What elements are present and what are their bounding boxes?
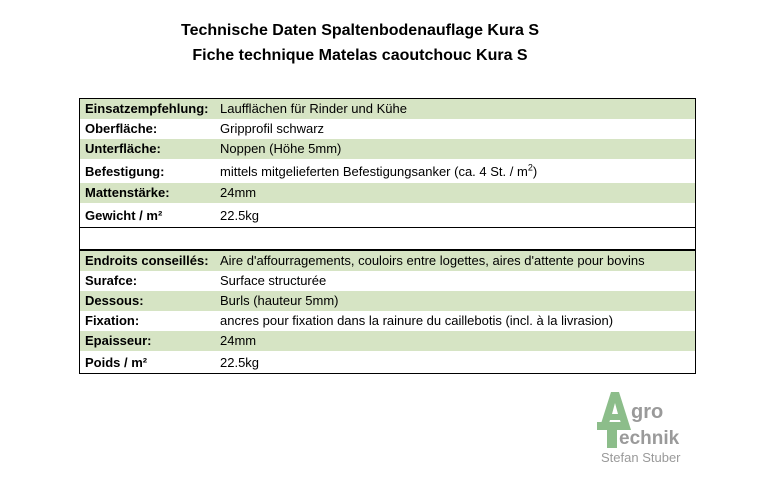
spec-key: Poids / m² <box>85 355 148 370</box>
section-divider <box>80 227 695 228</box>
spec-value: Surface structurée <box>220 273 327 288</box>
svg-text:gro: gro <box>631 401 664 423</box>
title-french: Fiche technique Matelas caoutchouc Kura S <box>192 47 528 64</box>
document-titles <box>0 18 720 68</box>
spec-row <box>80 271 695 291</box>
spec-key: Surafce: <box>85 273 138 288</box>
agro-technik-logo <box>597 390 693 466</box>
spec-sheet <box>79 98 696 374</box>
title-german: Technische Daten Spaltenbodenauflage Kura S <box>181 22 539 39</box>
spec-key: Einsatzempfehlung: <box>85 101 209 116</box>
spec-value: Aire d'affourragements, couloirs entre logettes, aires d'attente pour bovins <box>220 253 645 268</box>
spec-value: 22.5kg <box>220 355 260 370</box>
spec-key: Epaisseur: <box>85 333 152 348</box>
spec-row <box>80 119 695 139</box>
spec-value: mittels mitgelieferten Befestigungsanker (ca. 4 St. / $m^2$) <box>220 162 538 179</box>
spec-key: Dessous: <box>85 293 144 308</box>
spec-row <box>80 203 695 227</box>
spec-row <box>80 251 695 271</box>
spec-value: Laufflächen für Rinder und Kühe <box>220 101 407 116</box>
spec-row <box>80 159 695 183</box>
spec-key: Unterfläche: <box>85 141 161 156</box>
spec-key: Oberfläche: <box>85 121 158 136</box>
spec-row <box>80 291 695 311</box>
agro-technik-logo-graphic <box>597 390 693 466</box>
spec-value: 24mm <box>220 333 257 348</box>
spec-key: Gewicht / m² <box>85 208 163 223</box>
spec-value: Burls (hauteur 5mm) <box>220 293 339 308</box>
spec-key: Fixation: <box>85 313 140 328</box>
spec-row <box>80 331 695 351</box>
spec-value: Gripprofil schwarz <box>220 121 325 136</box>
spec-key: Endroits conseillés: <box>85 253 209 268</box>
spec-value: Noppen (Höhe 5mm) <box>220 141 342 156</box>
spec-row <box>80 183 695 203</box>
spec-row <box>80 311 695 331</box>
spec-key: Befestigung: <box>85 164 165 179</box>
spec-key: Mattenstärke: <box>85 185 170 200</box>
spec-row <box>80 139 695 159</box>
spec-row <box>80 99 695 119</box>
svg-text:echnik: echnik <box>619 428 680 449</box>
spec-value: 24mm <box>220 185 257 200</box>
spec-value: ancres pour fixation dans la rainure du caillebotis (incl. à la livrasion) <box>220 313 614 328</box>
svg-text:Stefan Stuber: Stefan Stuber <box>601 450 681 465</box>
spec-value: 22.5kg <box>220 208 260 223</box>
spec-row <box>80 351 695 373</box>
